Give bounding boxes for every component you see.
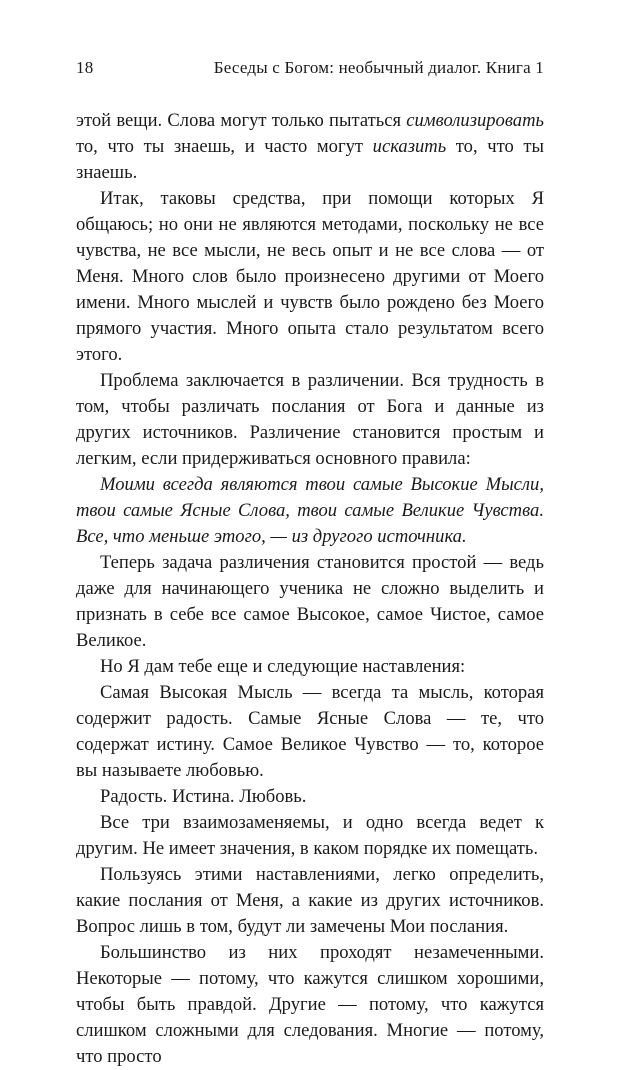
page-number: 18 bbox=[76, 58, 94, 77]
paragraph-rule-italic: Моими всегда являются твои самые Высокие Мысли, твои самые Ясные Слова, твои самые Великие Чувства. Все, что меньше этого, — из другого источника. bbox=[76, 474, 544, 547]
running-title: Беседы с Богом: необычный диалог. Книга 1 bbox=[213, 58, 544, 77]
paragraph: Радость. Истина. Любовь. bbox=[100, 786, 307, 807]
paragraph: Большинство из них проходят незамеченными. Некоторые — потому, что кажутся слишком хорошими, чтобы быть правдой. Другие — потому, что кажутся слишком сложными для следования. Многие — потому, что просто bbox=[76, 942, 544, 1067]
emphasis-distort: исказить bbox=[372, 136, 447, 157]
running-head bbox=[76, 58, 544, 78]
paragraph: Все три взаимозаменяемы, и одно всегда ведет к другим. Не имеет значения, в каком порядке их помещать. bbox=[76, 812, 544, 859]
paragraph-continued bbox=[76, 108, 544, 186]
paragraph: Теперь задача различения становится простой — ведь даже для начинающего ученика не сложно выделить и признать в себе все самое Высокое, самое Чистое, самое Великое. bbox=[76, 552, 544, 651]
paragraph: Но Я дам тебе еще и следующие наставления: bbox=[100, 656, 466, 677]
paragraph: Самая Высокая Мысль — всегда та мысль, которая содержит радость. Самые Ясные Слова — те, что содержат истину. Самое Великое Чувство — то, которое вы называете любовью. bbox=[76, 682, 544, 781]
text-run: этой вещи. Слова могут только пытаться bbox=[76, 110, 407, 131]
text-run: то, что ты знаешь, и часто могут bbox=[76, 136, 373, 157]
paragraph: Пользуясь этими наставлениями, легко определить, какие послания от Меня, а какие из других источников. Вопрос лишь в том, будут ли замечены Мои послания. bbox=[76, 864, 544, 937]
emphasis-symbolize: символизировать bbox=[406, 110, 544, 131]
paragraph: Итак, таковы средства, при помощи которых Я общаюсь; но они не являются методами, поскольку не все чувства, не все мысли, не весь опыт и не все слова — от Меня. Много слов было произнесено другими от Моего имени. Много мыслей и чувств было рождено без Моего прямого участия. Много опыта стало результатом всего этого. bbox=[76, 188, 544, 365]
paragraph: Проблема заключается в различении. Вся трудность в том, чтобы различать послания от Бога и данные из других источников. Различение становится простым и легким, если придерживаться основного правила: bbox=[76, 370, 544, 469]
body-text bbox=[76, 108, 544, 1070]
book-page bbox=[76, 58, 544, 1070]
text-run: то, что ты знаешь. bbox=[76, 136, 544, 183]
